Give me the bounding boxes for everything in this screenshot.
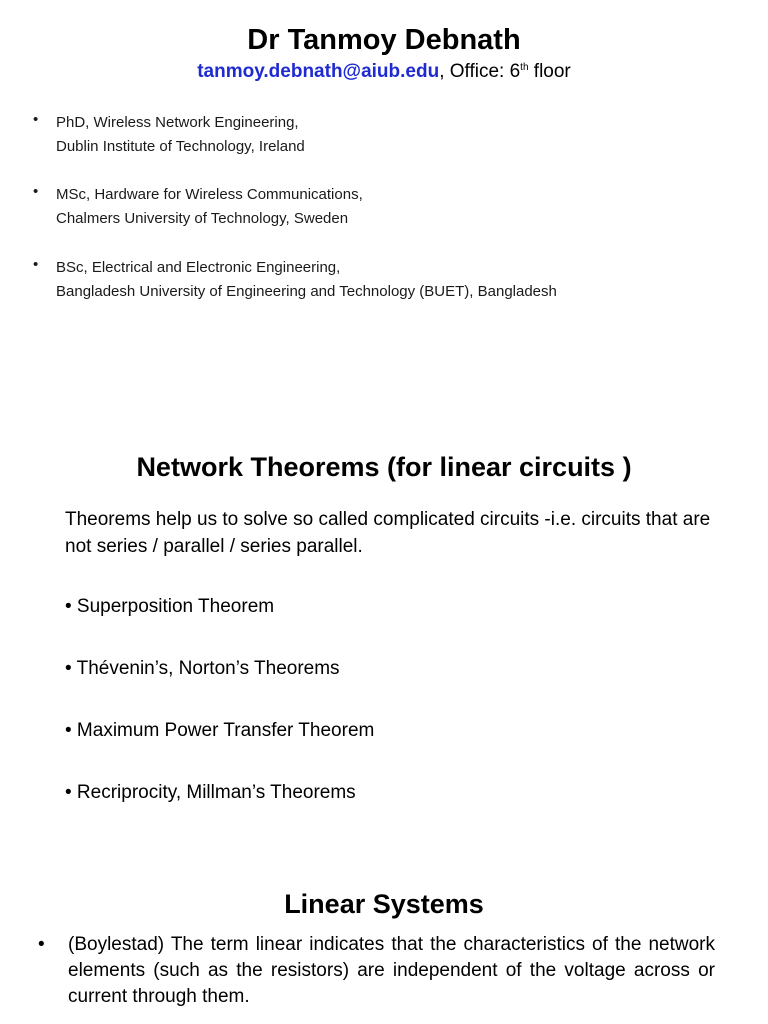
degree-institution: Chalmers University of Technology, Sweden bbox=[56, 210, 349, 227]
degree-item-bsc bbox=[0, 256, 768, 306]
degree-item-phd bbox=[0, 111, 768, 161]
degree-institution: Dublin Institute of Technology, Ireland bbox=[56, 138, 305, 155]
degree-title: MSc, Hardware for Wireless Communications, bbox=[56, 186, 363, 203]
linear-systems-title: Linear Systems bbox=[284, 889, 484, 919]
theorem-item-superposition: • Superposition Theorem bbox=[65, 596, 275, 617]
degree-item-msc bbox=[0, 183, 768, 233]
bullet-icon: • bbox=[33, 111, 39, 128]
network-theorems-title: Network Theorems (for linear circuits ) bbox=[136, 452, 632, 482]
theorem-item-reciprocity-millman: • Recriprocity, Millman’s Theorems bbox=[65, 782, 356, 803]
linear-item-text: (Boylestad) The term linear indicates that the characteristics of the network elements (such as the resistors) are independent of the voltage across or current through them. bbox=[68, 934, 715, 1007]
office-prefix: , Office: 6 bbox=[439, 61, 521, 82]
office-ordinal: th bbox=[520, 62, 529, 73]
email-link[interactable]: tanmoy.debnath@aiub.edu bbox=[197, 61, 440, 82]
theorem-item-thevenin-norton: • Thévenin’s, Norton’s Theorems bbox=[65, 658, 340, 679]
theorem-item-max-power-transfer: • Maximum Power Transfer Theorem bbox=[65, 720, 375, 741]
contact-line bbox=[0, 60, 768, 84]
office-suffix: floor bbox=[528, 61, 571, 82]
degree-institution: Bangladesh University of Engineering and Technology (BUET), Bangladesh bbox=[56, 283, 557, 300]
bullet-icon: • bbox=[33, 183, 39, 200]
network-theorems-intro: Theorems help us to solve so called complicated circuits -i.e. circuits that are not series / parallel / series parallel. bbox=[65, 509, 711, 557]
bullet-icon: • bbox=[33, 256, 39, 273]
bullet-icon: • bbox=[38, 934, 45, 955]
degree-title: BSc, Electrical and Electronic Engineering, bbox=[56, 259, 341, 276]
degree-title: PhD, Wireless Network Engineering, bbox=[56, 114, 299, 131]
presenter-name: Dr Tanmoy Debnath bbox=[247, 24, 521, 56]
